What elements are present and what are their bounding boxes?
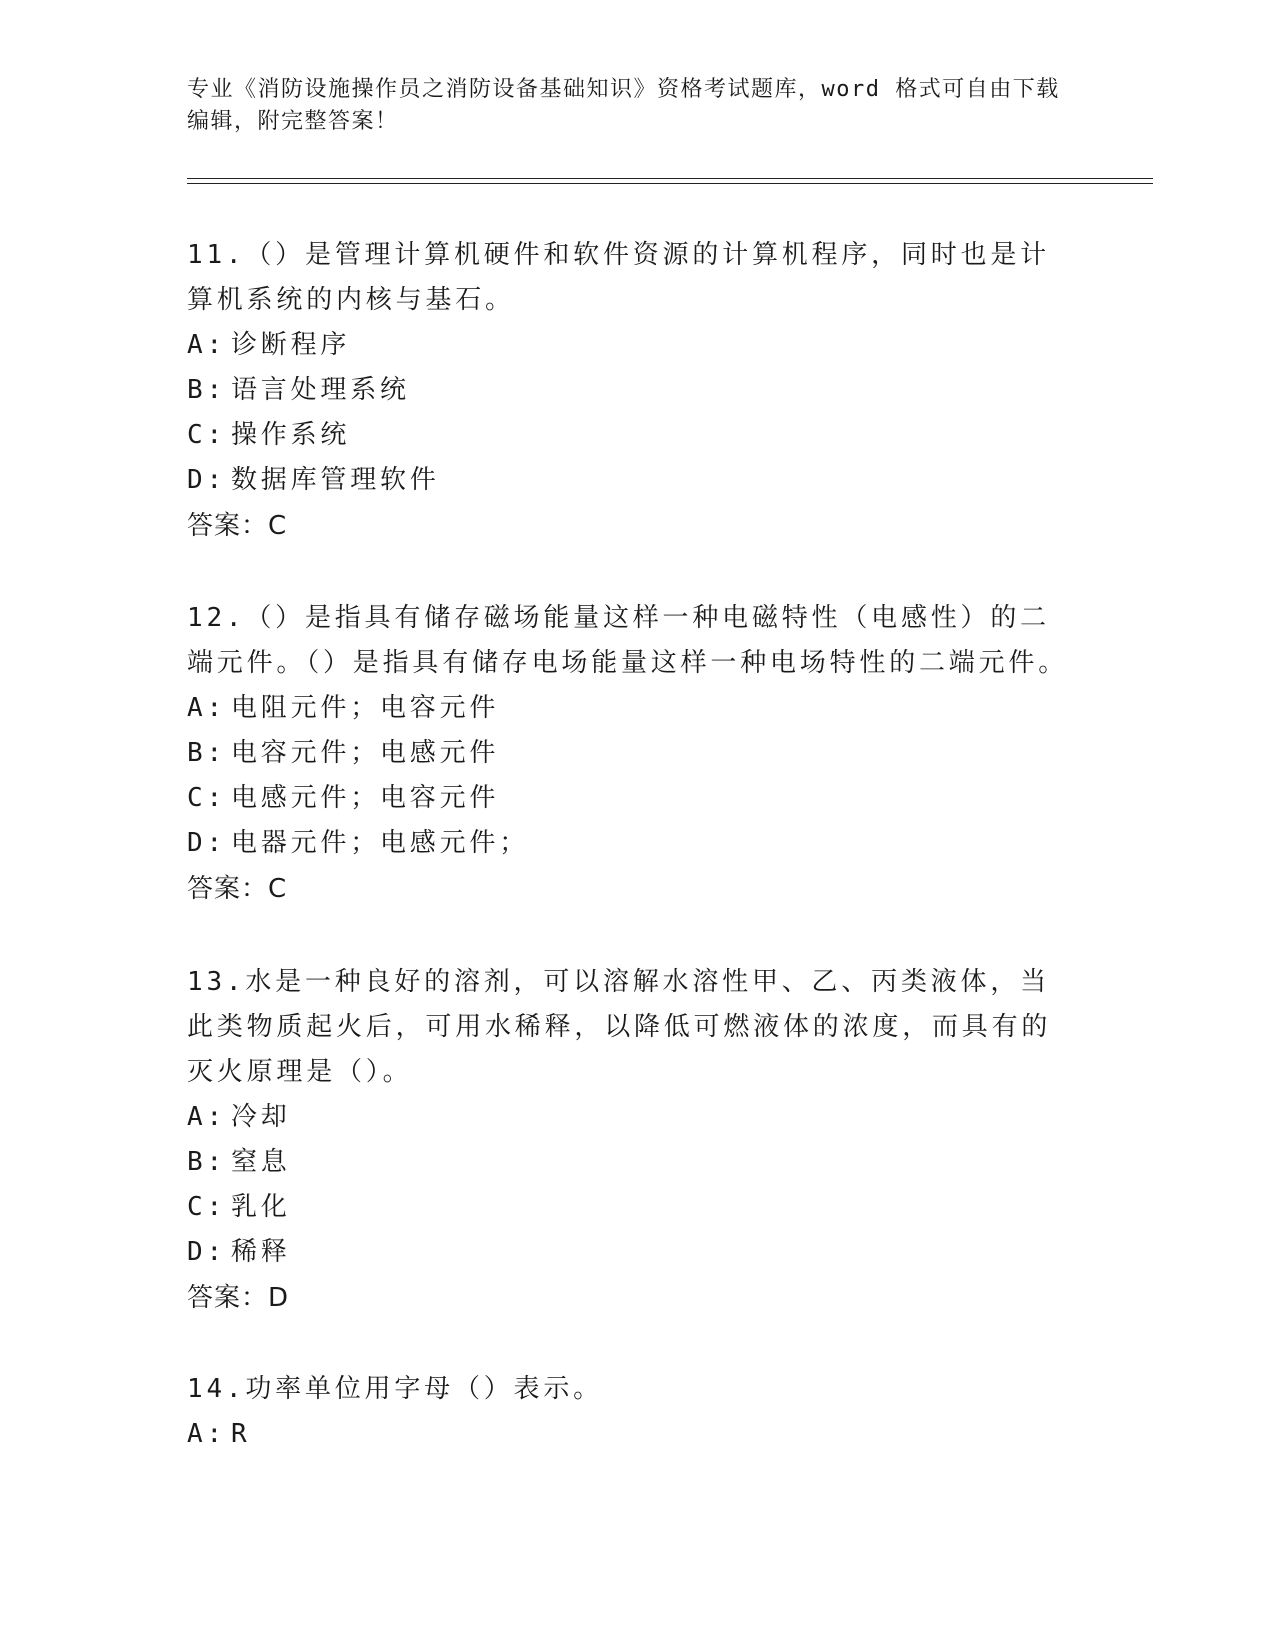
answer-line: 答案：C <box>187 511 288 541</box>
option-letter: A: <box>187 1102 226 1132</box>
option-letter: B: <box>187 1147 226 1177</box>
question-14 <box>187 1367 1077 1457</box>
option-d <box>187 458 1077 503</box>
option-text: 语言处理系统 <box>231 375 410 405</box>
option-text: 操作系统 <box>231 420 351 450</box>
option-letter: A: <box>187 330 226 360</box>
option-a <box>187 323 1077 368</box>
option-letter: D: <box>187 1237 226 1267</box>
question-12 <box>187 596 1077 912</box>
option-text: 冷却 <box>231 1102 291 1132</box>
option-letter: D: <box>187 828 226 858</box>
option-b <box>187 1140 1077 1185</box>
option-text: 诊断程序 <box>231 330 351 360</box>
option-text: 窒息 <box>231 1147 291 1177</box>
header-divider-bottom <box>187 183 1153 184</box>
option-letter: C: <box>187 1192 226 1222</box>
answer-line: 答案：C <box>187 874 288 904</box>
question-stem: 14.功率单位用字母（）表示。 <box>187 1374 603 1404</box>
option-letter: A: <box>187 693 226 723</box>
header-text: 专业《消防设施操作员之消防设备基础知识》资格考试题库，word 格式可自由下载编辑，附完整答案！ <box>187 77 1060 134</box>
option-letter: B: <box>187 738 226 768</box>
option-c <box>187 776 1077 821</box>
option-c <box>187 1185 1077 1230</box>
header-divider-top <box>187 178 1153 179</box>
option-letter: C: <box>187 420 226 450</box>
question-stem: 13.水是一种良好的溶剂，可以溶解水溶性甲、乙、丙类液体，当此类物质起火后，可用水稀释，以降低可燃液体的浓度，而具有的灭火原理是（）。 <box>187 967 1052 1087</box>
option-letter: A: <box>187 1419 226 1449</box>
option-d <box>187 1230 1077 1275</box>
option-text: 电阻元件；电容元件 <box>231 693 500 723</box>
question-13 <box>187 960 1077 1321</box>
option-b <box>187 731 1077 776</box>
question-stem: 12.（）是指具有储存磁场能量这样一种电磁特性（电感性）的二端元件。（）是指具有储存电场能量这样一种电场特性的二端元件。 <box>187 603 1069 678</box>
question-11 <box>187 233 1077 549</box>
option-text: 乳化 <box>231 1192 291 1222</box>
document-header <box>187 74 1067 138</box>
option-letter: C: <box>187 783 226 813</box>
answer-line: 答案：D <box>187 1283 290 1313</box>
option-a <box>187 1095 1077 1140</box>
option-text: 稀释 <box>231 1237 291 1267</box>
option-letter: B: <box>187 375 226 405</box>
option-text: 电容元件；电感元件 <box>231 738 500 768</box>
option-text: R <box>231 1419 251 1449</box>
question-stem: 11.（）是管理计算机硬件和软件资源的计算机程序，同时也是计算机系统的内核与基石。 <box>187 240 1050 315</box>
option-c <box>187 413 1077 458</box>
option-text: 数据库管理软件 <box>231 465 440 495</box>
option-text: 电感元件；电容元件 <box>231 783 500 813</box>
option-b <box>187 368 1077 413</box>
option-a <box>187 1412 1077 1457</box>
option-text: 电器元件；电感元件； <box>231 828 530 858</box>
option-d <box>187 821 1077 866</box>
option-a <box>187 686 1077 731</box>
option-letter: D: <box>187 465 226 495</box>
